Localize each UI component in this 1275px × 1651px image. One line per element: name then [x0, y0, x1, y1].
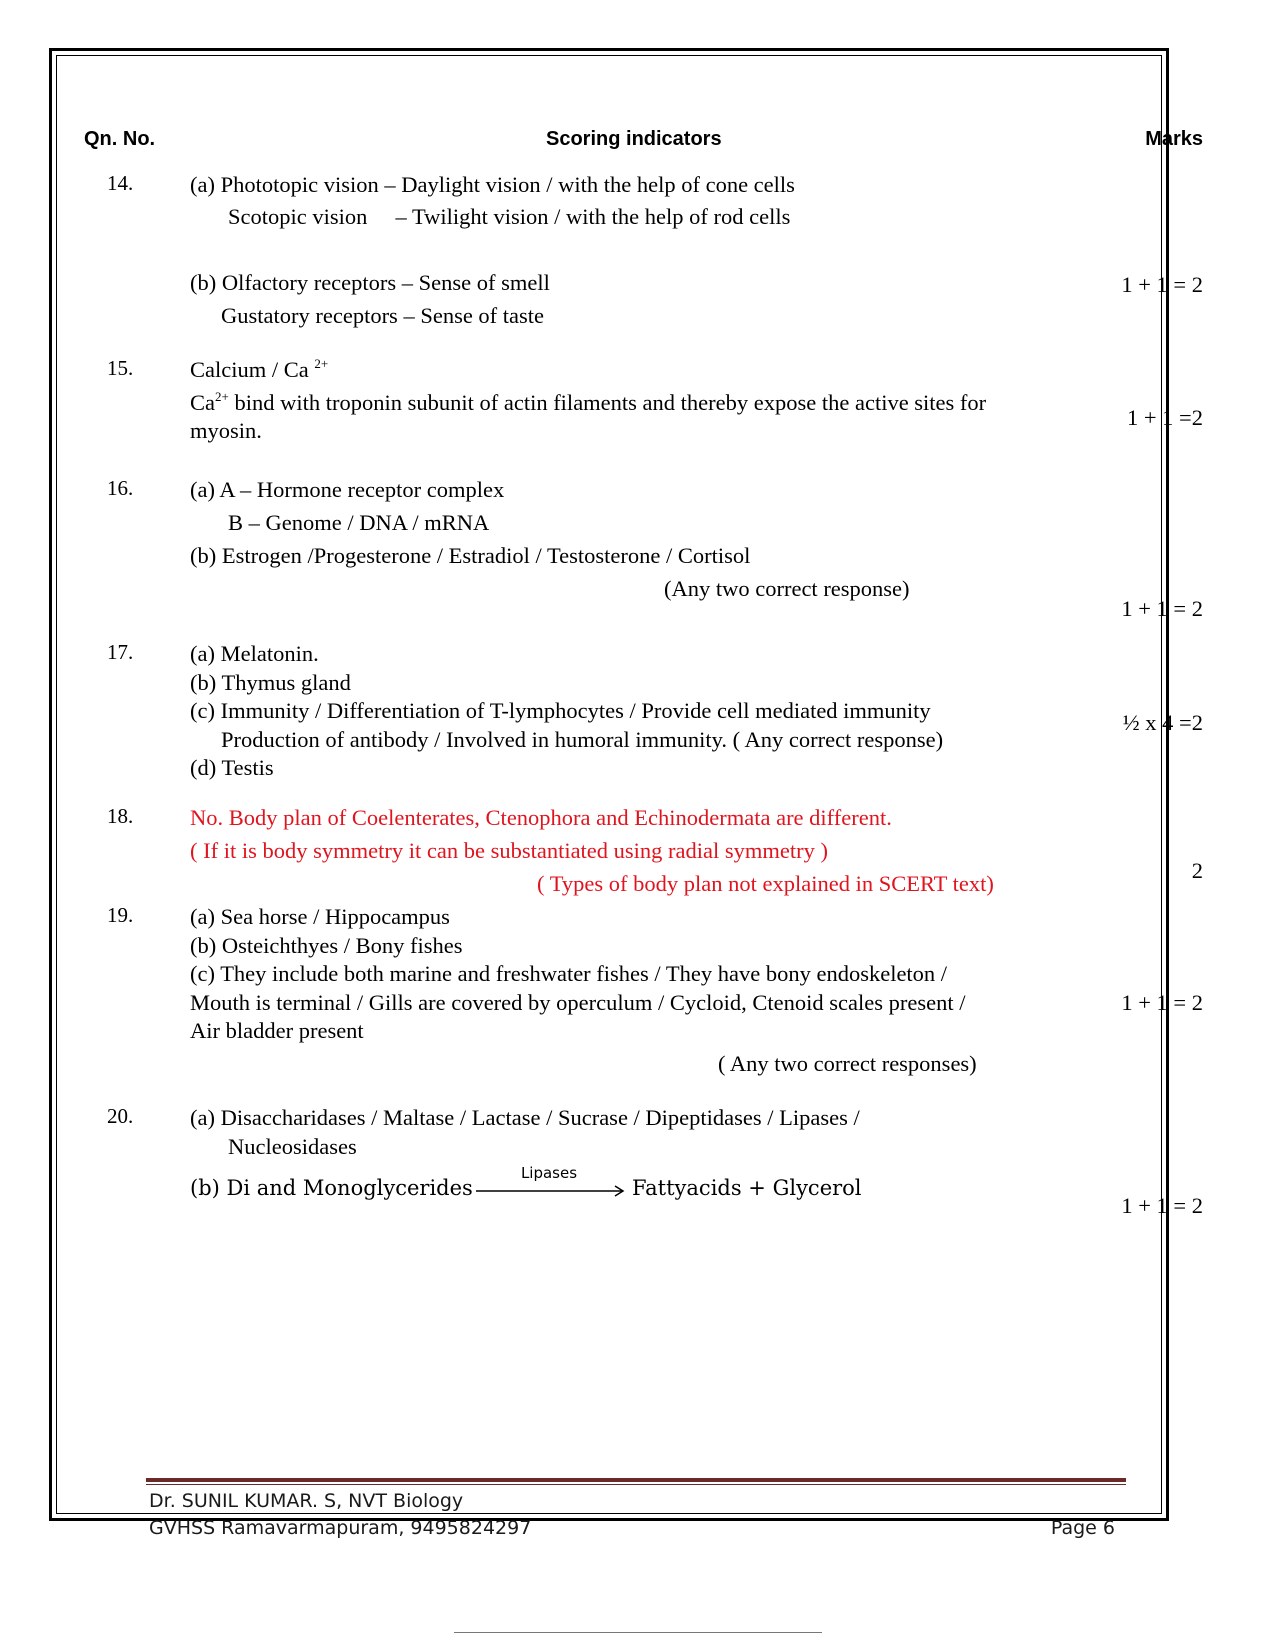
q17-marks: ½ x 4 =2 [1122, 710, 1203, 735]
q14-b-line2: Gustatory receptors – Sense of taste [221, 303, 545, 328]
q17-c-line2: Production of antibody / Involved in humoral immunity. ( Any correct response) [221, 727, 944, 752]
q17-a: (a) Melatonin. [190, 641, 319, 666]
q18-line1: No. Body plan of Coelenterates, Ctenophora and Echinodermata are different. [190, 805, 892, 830]
q20-b-right: Fattyacids + Glycerol [632, 1176, 862, 1200]
q19-c-line3: Air bladder present [190, 1018, 364, 1043]
q19-note: ( Any two correct responses) [718, 1051, 977, 1076]
q15-line2 [190, 389, 986, 416]
q19-b: (b) Osteichthyes / Bony fishes [190, 933, 463, 958]
header-marks: Marks [1145, 128, 1203, 150]
q14-marks: 1 + 1 = 2 [1121, 272, 1203, 297]
arrow-icon [474, 1164, 630, 1204]
q18-marks: 2 [1191, 858, 1203, 883]
q16-marks: 1 + 1 = 2 [1121, 596, 1203, 621]
q20-marks: 1 + 1 = 2 [1121, 1193, 1203, 1218]
bottom-divider [454, 1632, 822, 1633]
q17-number: 17. [107, 640, 134, 664]
q17-b: (b) Thymus gland [190, 670, 351, 695]
q20-arrow-label: Lipases [520, 1164, 578, 1182]
q17-c-line1: (c) Immunity / Differentiation of T-lymphocytes / Provide cell mediated immunity [190, 698, 931, 723]
q14-a-line2: Scotopic vision – Twilight vision / with the help of rod cells [228, 204, 791, 229]
q15-line1 [190, 356, 328, 383]
q15-ca-sup: 2+ [215, 389, 229, 404]
q15-ca-text: Ca [190, 390, 215, 415]
q20-b-left: (b) Di and Monoglycerides [190, 1176, 473, 1200]
q15-calcium-text: Calcium / Ca [190, 357, 309, 382]
footer-rule-thin [146, 1484, 1126, 1485]
q18-number: 18. [107, 804, 134, 828]
q14-b-line1: (b) Olfactory receptors – Sense of smell [190, 270, 550, 295]
footer-page-number: Page 6 [1050, 1517, 1115, 1539]
q14-a-line1: (a) Phototopic vision – Daylight vision / with the help of cone cells [190, 172, 795, 197]
q19-c-line1: (c) They include both marine and freshwater fishes / They have bony endoskeleton / [190, 961, 948, 986]
q20-reaction-arrow [474, 1164, 630, 1204]
q15-line3: myosin. [190, 418, 262, 443]
q16-note: (Any two correct response) [664, 576, 910, 601]
q16-a-line2: B – Genome / DNA / mRNA [228, 510, 490, 535]
header-scoring: Scoring indicators [546, 128, 722, 150]
q20-a-line2: Nucleosidases [228, 1134, 357, 1159]
q14-number: 14. [107, 171, 134, 195]
q19-number: 19. [107, 903, 134, 927]
q17-d: (d) Testis [190, 755, 274, 780]
q15-number: 15. [107, 356, 134, 380]
q15-line2-text: bind with troponin subunit of actin filaments and thereby expose the active sites for [228, 390, 987, 415]
header-qn: Qn. No. [84, 128, 156, 150]
q16-b-line: (b) Estrogen /Progesterone / Estradiol / Testosterone / Cortisol [190, 543, 751, 568]
footer-school: GVHSS Ramavarmapuram, 9495824297 [149, 1517, 532, 1539]
q20-number: 20. [107, 1104, 134, 1128]
footer-rule-thick [146, 1478, 1126, 1482]
q20-a-line1: (a) Disaccharidases / Maltase / Lactase / Sucrase / Dipeptidases / Lipases / [190, 1105, 860, 1130]
q16-a-line1: (a) A – Hormone receptor complex [190, 477, 505, 502]
q19-c-line2: Mouth is terminal / Gills are covered by operculum / Cycloid, Ctenoid scales present / [190, 990, 966, 1015]
q16-number: 16. [107, 476, 134, 500]
q15-marks: 1 + 1 =2 [1126, 405, 1203, 430]
q18-line2: ( If it is body symmetry it can be substantiated using radial symmetry ) [190, 838, 828, 863]
q15-charge-sup: 2+ [314, 356, 329, 371]
q19-marks: 1 + 1 = 2 [1121, 990, 1203, 1015]
q18-line3: ( Types of body plan not explained in SCERT text) [537, 871, 994, 896]
footer-author: Dr. SUNIL KUMAR. S, NVT Biology [149, 1490, 464, 1512]
q19-a: (a) Sea horse / Hippocampus [190, 904, 450, 929]
